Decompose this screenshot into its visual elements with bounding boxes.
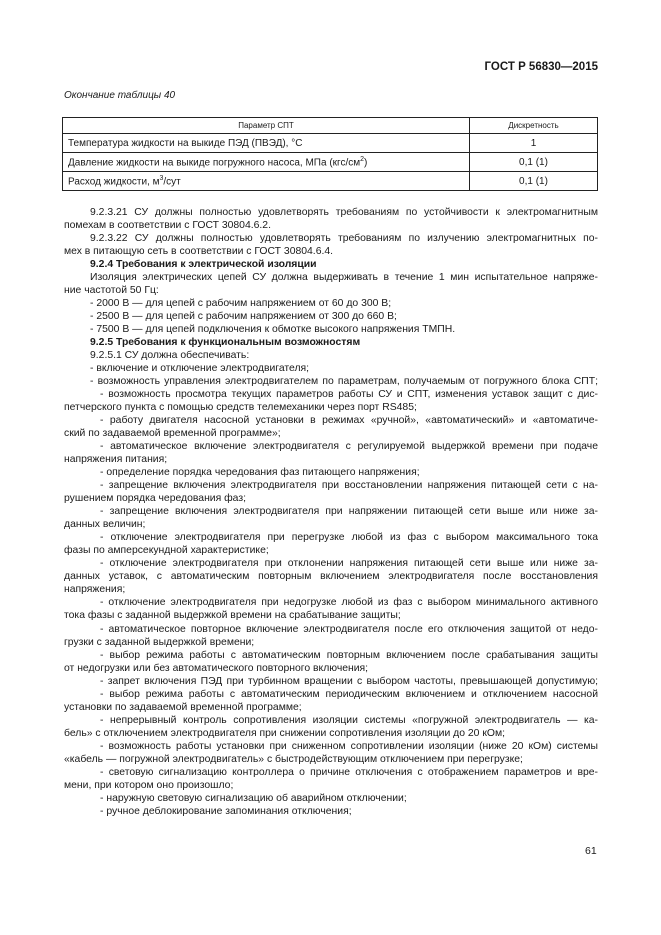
paragraph [64, 557, 598, 596]
paragraph [64, 792, 598, 805]
text-line: 9.2.5.1 СУ должна обеспечивать: [90, 350, 250, 362]
value-cell: 0,1 (1) [470, 153, 598, 172]
paragraph [64, 805, 598, 818]
text-line: мех в питающую сеть в соответствии с ГОСТ 30804.6.4. [64, 246, 334, 258]
text-line: данных уставок, с автоматическим повторным включением электродвигателя после восстановления [64, 571, 598, 583]
superscript: 2 [360, 155, 365, 163]
param-cell [63, 153, 470, 172]
paragraph [64, 714, 598, 740]
text-line: от недогрузки или без автоматического повторного включения; [64, 662, 369, 674]
text-line: - отключение электродвигателя при недогрузке любой из фаз с выбором минимального активного [100, 597, 598, 609]
table-row [63, 153, 598, 172]
text-line: - отключение электродвигателя при перегрузке любой из фаз с выбором максимального тока [100, 532, 598, 544]
text-line: - возможность управления электродвигателем по параметрам, получаемым от погружного блока СПТ; [90, 376, 598, 388]
paragraph [64, 271, 598, 297]
text-line: - возможность работы установки при сниженном сопротивлении изоляции (ниже 20 кОм) системы [100, 740, 598, 752]
document-body [64, 206, 598, 818]
text-line: 9.2.4 Требования к электрической изоляции [90, 259, 317, 271]
text-line: - работу двигателя насосной установки в режимах «ручной», «автоматический» и «автоматиче- [100, 415, 598, 427]
table-header-row [63, 118, 598, 134]
text-line: фазы по амперсекундной характеристике; [64, 545, 269, 557]
paragraph [64, 375, 598, 388]
section-heading [64, 336, 598, 349]
paragraph [64, 310, 598, 323]
column-header-discreteness: Дискретность [470, 118, 598, 134]
text-line: - определение порядка чередования фаз питающего напряжения; [100, 467, 420, 479]
paragraph [64, 531, 598, 557]
paragraph [64, 596, 598, 622]
text-line: - выбор режима работы с автоматическим повторным включением после срабатывания защиты [100, 649, 598, 661]
param-text: Температура жидкости на выкиде ПЭД (ПВЭД), °С [68, 137, 303, 149]
text-line: 9.2.3.22 СУ должны полностью удовлетворять требованиям по излучению электромагнитных по- [90, 233, 598, 245]
paragraph [64, 466, 598, 479]
table-caption: Окончание таблицы 40 [64, 90, 176, 101]
table-row [63, 172, 598, 191]
text-line: - запрещение включения электродвигателя при восстановлении напряжения питающей сети с на- [100, 480, 598, 492]
text-line: мени, при котором оно произошло; [64, 779, 234, 791]
text-line: бель» с отключением электродвигателя при снижении сопротивления изоляции до 20 кОм; [64, 727, 506, 739]
param-text: Расход жидкости, м [68, 176, 160, 188]
text-line: напряжения питания; [64, 454, 168, 466]
text-line: - отключение электродвигателя при отклонении напряжения питающей сети выше или ниже за- [100, 558, 598, 570]
paragraph [64, 766, 598, 792]
paragraph [64, 623, 598, 649]
section-heading [64, 258, 598, 271]
paragraph [64, 232, 598, 258]
document-id-header: ГОСТ Р 56830—2015 [484, 61, 598, 73]
paragraph [64, 297, 598, 310]
text-line: помехам в соответствии с ГОСТ 30804.6.2. [64, 220, 271, 232]
text-line: - автоматическое включение электродвигателя с регулируемой выдержкой времени при подаче [100, 441, 598, 453]
parameters-table [62, 117, 598, 191]
text-line: 9.2.5 Требования к функциональным возможностям [90, 337, 361, 349]
paragraph [64, 323, 598, 336]
text-line: установки по задаваемой временной программе; [64, 701, 302, 713]
paragraph [64, 362, 598, 375]
text-line: Изоляция электрических цепей СУ должна выдерживать в течение 1 мин испытательное напряже- [90, 272, 598, 284]
text-line: - автоматическое повторное включение электродвигателя после его отключения защитой от недо- [100, 623, 598, 635]
text-line: напряжения; [64, 584, 126, 596]
superscript: 3 [159, 174, 164, 182]
paragraph [64, 349, 598, 362]
text-line: ский по задаваемой временной программе»; [64, 428, 281, 440]
text-line: данных величин; [64, 519, 146, 531]
paragraph [64, 675, 598, 688]
text-line: - запрет включения ПЭД при турбинном вращении с выбором частоты, превышающей допустимую; [100, 675, 598, 687]
text-line: - световую сигнализацию контроллера о причине отключения с отображением параметров и вре- [100, 766, 598, 778]
text-line: петчерского пункта с помощью средств телемеханики через порт RS485; [64, 402, 417, 414]
text-line: 9.2.3.21 СУ должны полностью удовлетворять требованиям по устойчивости к электромагнитным [90, 207, 598, 218]
value-cell: 0,1 (1) [470, 172, 598, 191]
paragraph [64, 688, 598, 714]
param-cell [63, 172, 470, 191]
page-number: 61 [585, 845, 597, 857]
paragraph [64, 388, 598, 414]
text-line: - 7500 В — для цепей подключения к обмотке высокого напряжения ТМПН. [90, 324, 456, 336]
paragraph [64, 505, 598, 531]
text-line: ние частотой 50 Гц: [64, 285, 159, 297]
text-line: - наружную световую сигнализацию об аварийном отключении; [100, 792, 407, 804]
text-line: рушением порядка чередования фаз; [64, 493, 246, 505]
text-line: - выбор режима работы с автоматическим периодическим включением и отключением насосной [100, 688, 598, 700]
text-line: «кабель — погружной электродвигатель» с быстродействующим отключением при перегрузке; [64, 753, 523, 765]
value-cell: 1 [470, 134, 598, 153]
text-line: - включение и отключение электродвигателя; [90, 363, 310, 375]
paragraph [64, 740, 598, 766]
text-line: - ручное деблокирование запоминания отключения; [100, 805, 352, 817]
text-line: тока фазы с заданной выдержкой времени на срабатывание защиты; [64, 610, 401, 622]
text-line: - 2000 В — для цепей с рабочим напряжением от 60 до 300 В; [90, 298, 392, 310]
column-header-parameter: Параметр СПТ [63, 118, 470, 134]
table-row [63, 134, 598, 153]
paragraph [64, 479, 598, 505]
paragraph [64, 440, 598, 466]
param-cell [63, 134, 470, 153]
text-line: - непрерывный контроль сопротивления изоляции системы «погружной электродвигатель — ка- [100, 714, 598, 726]
param-text: Давление жидкости на выкиде погружного насоса, МПа (кгс/см [68, 157, 361, 169]
text-line: - 2500 В — для цепей с рабочим напряжением от 300 до 660 В; [90, 311, 397, 323]
param-text-end: /сут [163, 176, 181, 188]
text-line: - запрещение включения электродвигателя при напряжении питающей сети выше или ниже за- [100, 506, 598, 518]
param-text-end: ) [364, 157, 368, 169]
paragraph [64, 649, 598, 675]
paragraph [64, 206, 598, 232]
paragraph [64, 414, 598, 440]
text-line: грузки с заданной выдержкой времени; [64, 636, 255, 648]
text-line: - возможность просмотра текущих параметров работы СУ и СПТ, изменения уставок защит с дис- [100, 389, 598, 401]
